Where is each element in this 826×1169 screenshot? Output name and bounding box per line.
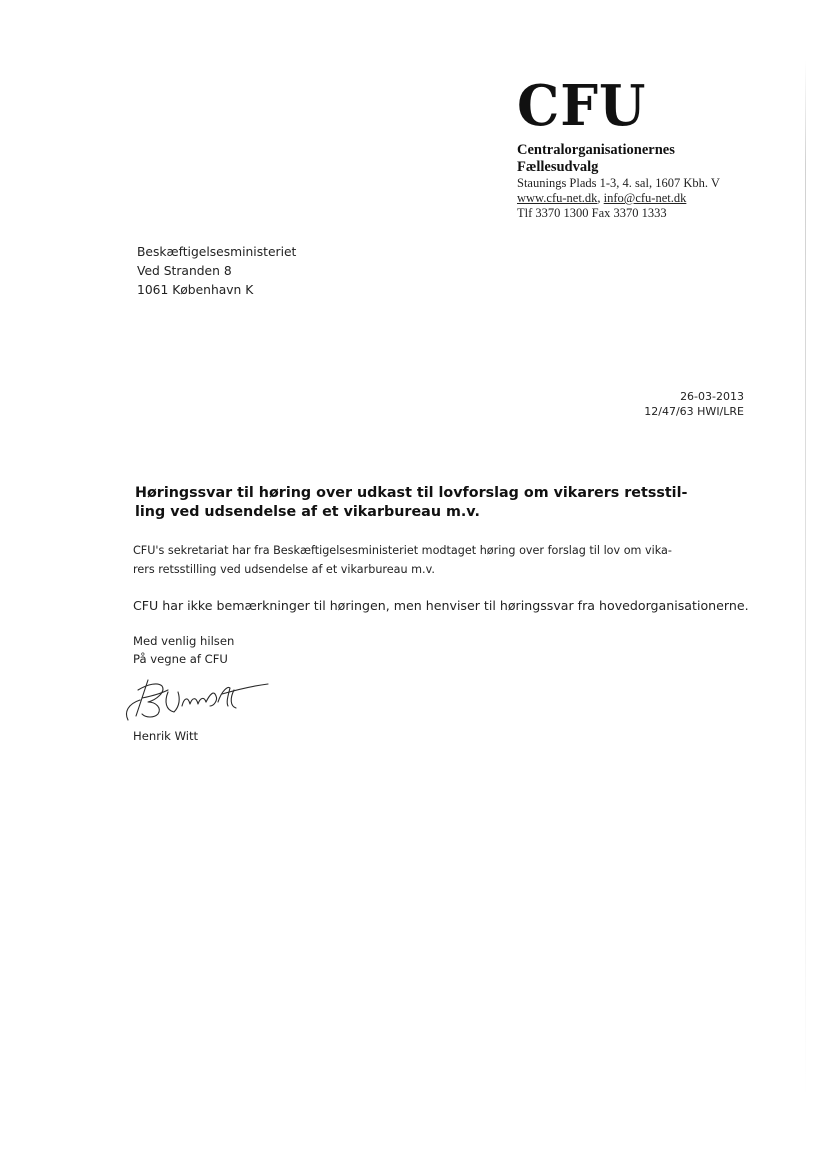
closing-on-behalf: På vegne af CFU (133, 652, 228, 666)
body-paragraph-2: CFU har ikke bemærkninger til høringen, men henviser til høringssvar fra hovedorganisationerne. (133, 598, 749, 613)
handwritten-signature-icon (118, 668, 278, 726)
subject-heading (135, 484, 735, 522)
email-link[interactable]: info@cfu-net.dk (603, 191, 687, 205)
org-name (517, 142, 777, 176)
org-address: Staunings Plads 1-3, 4. sal, 1607 Kbh. V (517, 176, 720, 190)
website-link[interactable]: www.cfu-net.dk (517, 191, 598, 205)
scan-edge-line (805, 60, 806, 1100)
letterhead (517, 73, 777, 221)
org-contact-links (517, 191, 777, 206)
org-phone-fax: Tlf 3370 1300 Fax 3370 1333 (517, 206, 667, 220)
date-reference (644, 389, 744, 419)
closing-block (133, 632, 234, 668)
body-paragraph-1 (133, 541, 733, 579)
cfu-logo: CFU (517, 73, 647, 139)
contact-separator: , (597, 191, 604, 205)
para1-line1: CFU's sekretariat har fra Beskæftigelsesministeriet modtaget høring over forslag til lov om vika- (133, 544, 672, 557)
recipient-address (137, 243, 296, 300)
para1-line2: rers retsstilling ved udsendelse af et vikarbureau m.v. (133, 563, 435, 576)
org-name-line2: Fællesudvalg (517, 159, 599, 175)
letter-date: 26-03-2013 (680, 390, 744, 403)
recipient-city: 1061 København K (137, 283, 254, 297)
subject-line1: Høringssvar til høring over udkast til lovforslag om vikarers retsstil- (135, 485, 688, 501)
recipient-name: Beskæftigelsesministeriet (137, 245, 297, 259)
org-name-line1: Centralorganisationernes (517, 142, 675, 158)
closing-greeting: Med venlig hilsen (133, 634, 235, 648)
recipient-street: Ved Stranden 8 (137, 264, 232, 278)
signer-name: Henrik Witt (133, 729, 199, 743)
subject-line2: ling ved udsendelse af et vikarbureau m.v. (135, 504, 480, 520)
letter-reference: 12/47/63 HWI/LRE (644, 405, 744, 418)
